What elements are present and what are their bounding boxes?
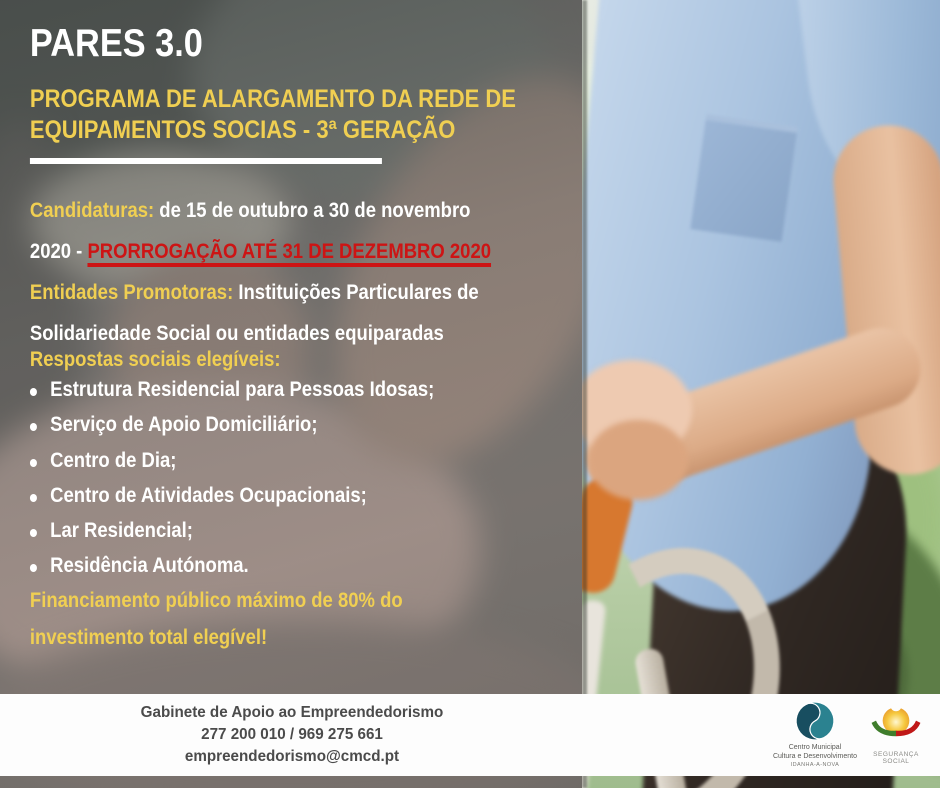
list-item-label: Centro de Atividades Ocupacionais; [50,483,367,507]
list-item [30,413,434,448]
footer-email: empreendedorismo@cmcd.pt [184,748,400,765]
entidades-line-2: Solidariedade Social ou entidades equiparadas [29,322,444,345]
photo-shape-hand [588,420,688,500]
footer-office: Gabinete de Apoio ao Empreendedorismo [140,704,444,721]
entidades-label: Entidades Promotoras: [29,281,234,304]
list-item [30,484,434,519]
bullet-icon [30,459,37,467]
entidades-text: Instituições Particulares de [233,281,479,304]
cmcd-logo-line-3: IDANHA-A-NOVA [790,762,840,768]
financiamento-line-1: Financiamento público máximo de 80% do [29,589,403,612]
list-item [30,449,434,484]
financiamento-line-2: investimento total elegível! [29,626,268,649]
candidaturas-label: Candidaturas: [29,199,155,222]
entidades-line [30,272,491,313]
prorrogacao-line [30,231,491,272]
financiamento-text [30,582,403,656]
bullet-icon [30,564,37,572]
year-text: 2020 - [29,240,88,263]
bullet-icon [30,388,37,396]
bullet-icon [30,494,37,502]
candidaturas-line [30,190,491,231]
candidaturas-dates: de 15 de outubro a 30 de novembro [154,199,471,222]
respostas-heading: Respostas sociais elegíveis: [29,348,281,371]
list-item-label: Lar Residencial; [50,519,193,543]
photo-shape-shirt-pocket [690,114,797,242]
photo-seam [582,0,587,788]
prorrogacao-highlight: PRORROGAÇÃO ATÉ 31 DE DEZEMBRO 2020 [87,240,492,263]
footer-contact [43,702,541,768]
bullet-icon [30,529,37,537]
list-item-label: Serviço de Apoio Domiciliário; [50,413,318,437]
cmcd-logo-line-1: Centro Municipal [788,744,842,751]
list-item [30,519,434,554]
cmcd-logo-line-2: Cultura e Desenvolvimento [772,752,858,760]
subtitle-line-2: EQUIPAMENTOS SOCIAS - 3ª GERAÇÃO [29,116,456,144]
list-item-label: Estrutura Residencial para Pessoas Idosas; [50,378,435,401]
cmcd-logo [772,700,858,769]
seguranca-social-label: SEGURANÇA SOCIAL [873,751,919,765]
page-title: PARES 3.0 [29,22,203,65]
footer-phones: 277 200 010 / 969 275 661 [201,726,383,743]
list-item [30,378,434,413]
subtitle-line-1: PROGRAMA DE ALARGAMENTO DA REDE DE [29,85,516,113]
poster-subtitle [30,84,516,146]
seguranca-social-logo [860,704,932,765]
photo-caregiver [582,0,940,788]
divider-line [30,158,382,164]
seguranca-social-icon [870,704,922,744]
footer [0,694,940,776]
body-text [30,190,491,354]
respostas-list [30,378,434,590]
list-item-label: Residência Autónoma. [50,554,249,578]
cmcd-swirl-icon [787,693,844,750]
bullet-icon [30,423,37,431]
list-item-label: Centro de Dia; [50,448,177,472]
